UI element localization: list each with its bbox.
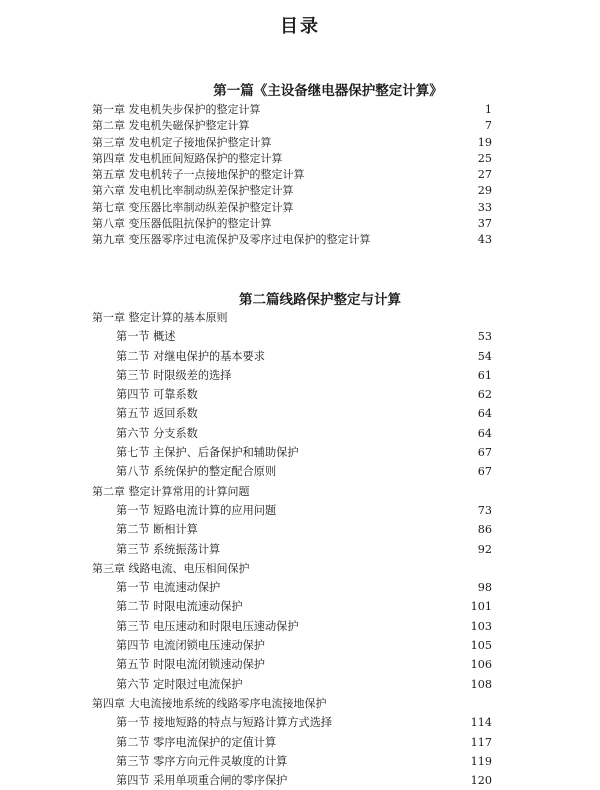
toc-section-label: 第一节 电流速动保护 (116, 581, 221, 595)
toc-section-label: 第二节 时限电流速动保护 (116, 600, 243, 614)
toc-page-number: 117 (470, 735, 492, 749)
toc-page-number: 25 (477, 151, 492, 165)
toc-section-row (92, 366, 492, 385)
toc-chapter-label: 第九章 变压器零序过电流保护及零序过电保护的整定计算 (92, 233, 371, 247)
toc-chapter-label: 第二章 发电机失磁保护整定计算 (92, 119, 250, 133)
toc-chapter-label: 第三章 发电机定子接地保护整定计算 (92, 135, 272, 149)
part1-title: 第一篇《主设备继电器保护整定计算》 (213, 83, 443, 99)
toc-page-number: 98 (477, 581, 492, 595)
toc-section-row (92, 733, 492, 752)
toc-page-number: 106 (470, 658, 492, 672)
toc-section-label: 第八节 系统保护的整定配合原则 (116, 465, 277, 479)
toc-chapter-row (92, 118, 492, 134)
toc-page-number: 54 (477, 349, 492, 363)
toc-page-number: 64 (477, 407, 492, 421)
toc-page-number: 67 (477, 465, 492, 479)
toc-chapter-label: 第四章 大电流接地系统的线路零序电流接地保护 (92, 696, 327, 710)
toc-page-number: 120 (470, 774, 492, 788)
toc-section-row (92, 617, 492, 636)
toc-section-row (92, 404, 492, 423)
toc-section-label: 第七节 主保护、后备保护和辅助保护 (116, 446, 299, 460)
toc-page-number: 27 (477, 168, 492, 182)
toc-section-row (92, 501, 492, 520)
toc-chapter-label: 第六章 发电机比率制动纵差保护整定计算 (92, 184, 294, 198)
part2-title: 第二篇线路保护整定与计算 (239, 292, 401, 308)
toc-chapter-label: 第三章 线路电流、电压相间保护 (92, 561, 250, 575)
toc-section-label: 第三节 零序方向元件灵敏度的计算 (116, 754, 288, 768)
toc-chapter-label: 第五章 发电机转子一点接地保护的整定计算 (92, 168, 305, 182)
toc-page-number: 103 (470, 619, 492, 633)
toc-chapter-label: 第七章 变压器比率制动纵差保护整定计算 (92, 200, 294, 214)
toc-page-number: 43 (477, 233, 492, 247)
toc-page-number: 19 (477, 135, 492, 149)
toc-section-row (92, 462, 492, 481)
toc-chapter-label: 第八章 变压器低阻抗保护的整定计算 (92, 217, 272, 231)
toc-chapter-row (92, 151, 492, 167)
toc-section-row (92, 636, 492, 655)
toc-page-number: 119 (470, 754, 492, 768)
toc-page-number: 62 (477, 388, 492, 402)
toc-section-label: 第二节 断相计算 (116, 523, 198, 537)
toc-chapter-row (92, 135, 492, 151)
toc-section-label: 第一节 接地短路的特点与短路计算方式选择 (116, 716, 333, 730)
toc-chapter-label: 第一章 整定计算的基本原则 (92, 311, 228, 324)
toc-chapter-row (92, 183, 492, 199)
toc-section-row (92, 675, 492, 694)
toc-chapter-row (92, 167, 492, 183)
toc-page-number: 101 (470, 600, 492, 614)
toc-page-number: 73 (477, 503, 492, 517)
toc-chapter-label: 第四章 发电机匝间短路保护的整定计算 (92, 151, 283, 165)
toc-section-row (92, 347, 492, 366)
toc-section-label: 第一节 概述 (116, 330, 176, 344)
toc-section-label: 第六节 分支系数 (116, 426, 198, 440)
toc-section-row (92, 771, 492, 790)
toc-page-number: 33 (477, 200, 492, 214)
toc-section-row (92, 655, 492, 674)
part2-toc-list (92, 308, 492, 790)
toc-page-number: 108 (470, 677, 492, 691)
toc-section-label: 第二节 零序电流保护的定值计算 (116, 735, 277, 749)
toc-page-number: 37 (477, 217, 492, 231)
toc-section-label: 第三节 系统振荡计算 (116, 542, 221, 556)
toc-page-number: 1 (484, 103, 492, 116)
toc-chapter-label: 第二章 整定计算常用的计算问题 (92, 484, 250, 498)
toc-section-row (92, 327, 492, 346)
toc-page-number: 53 (477, 330, 492, 344)
toc-page-number: 7 (484, 119, 492, 133)
toc-chapter-row (92, 102, 492, 118)
toc-section-row (92, 443, 492, 462)
toc-section-label: 第一节 短路电流计算的应用问题 (116, 503, 277, 517)
page-title: 目录 (280, 16, 320, 37)
toc-section-label: 第四节 可靠系数 (116, 388, 198, 402)
toc-chapter-row (92, 200, 492, 216)
toc-section-row (92, 713, 492, 732)
toc-section-label: 第三节 电压速动和时限电压速动保护 (116, 619, 299, 633)
toc-page-number: 29 (477, 184, 492, 198)
toc-section-row (92, 597, 492, 616)
toc-page-number: 105 (470, 639, 492, 653)
toc-section-label: 第四节 采用单项重合闸的零序保护 (116, 774, 288, 788)
toc-page-number: 86 (477, 523, 492, 537)
toc-section-label: 第六节 定时限过电流保护 (116, 677, 243, 691)
toc-section-label: 第三节 时限级差的选择 (116, 368, 232, 382)
toc-section-row (92, 752, 492, 771)
toc-page-number: 61 (477, 368, 492, 382)
toc-page-number: 114 (470, 716, 492, 730)
toc-section-row (92, 520, 492, 539)
toc-section-label: 第二节 对继电保护的基本要求 (116, 349, 265, 363)
toc-page-number: 67 (477, 446, 492, 460)
toc-section-row (92, 578, 492, 597)
toc-chapter-row (92, 216, 492, 232)
toc-chapter-row (92, 232, 492, 248)
toc-section-label: 第四节 电流闭锁电压速动保护 (116, 639, 265, 653)
toc-chapter-row (92, 694, 492, 713)
toc-chapter-row (92, 308, 492, 327)
toc-section-label: 第五节 时限电流闭锁速动保护 (116, 658, 265, 672)
toc-chapter-label: 第一章 发电机失步保护的整定计算 (92, 103, 261, 116)
toc-section-row (92, 424, 492, 443)
toc-page-number: 92 (477, 542, 492, 556)
toc-chapter-row (92, 482, 492, 501)
toc-section-row (92, 540, 492, 559)
part1-toc-list (92, 102, 492, 249)
toc-page-number: 64 (477, 426, 492, 440)
toc-section-row (92, 385, 492, 404)
toc-chapter-row (92, 559, 492, 578)
toc-section-label: 第五节 返回系数 (116, 407, 198, 421)
